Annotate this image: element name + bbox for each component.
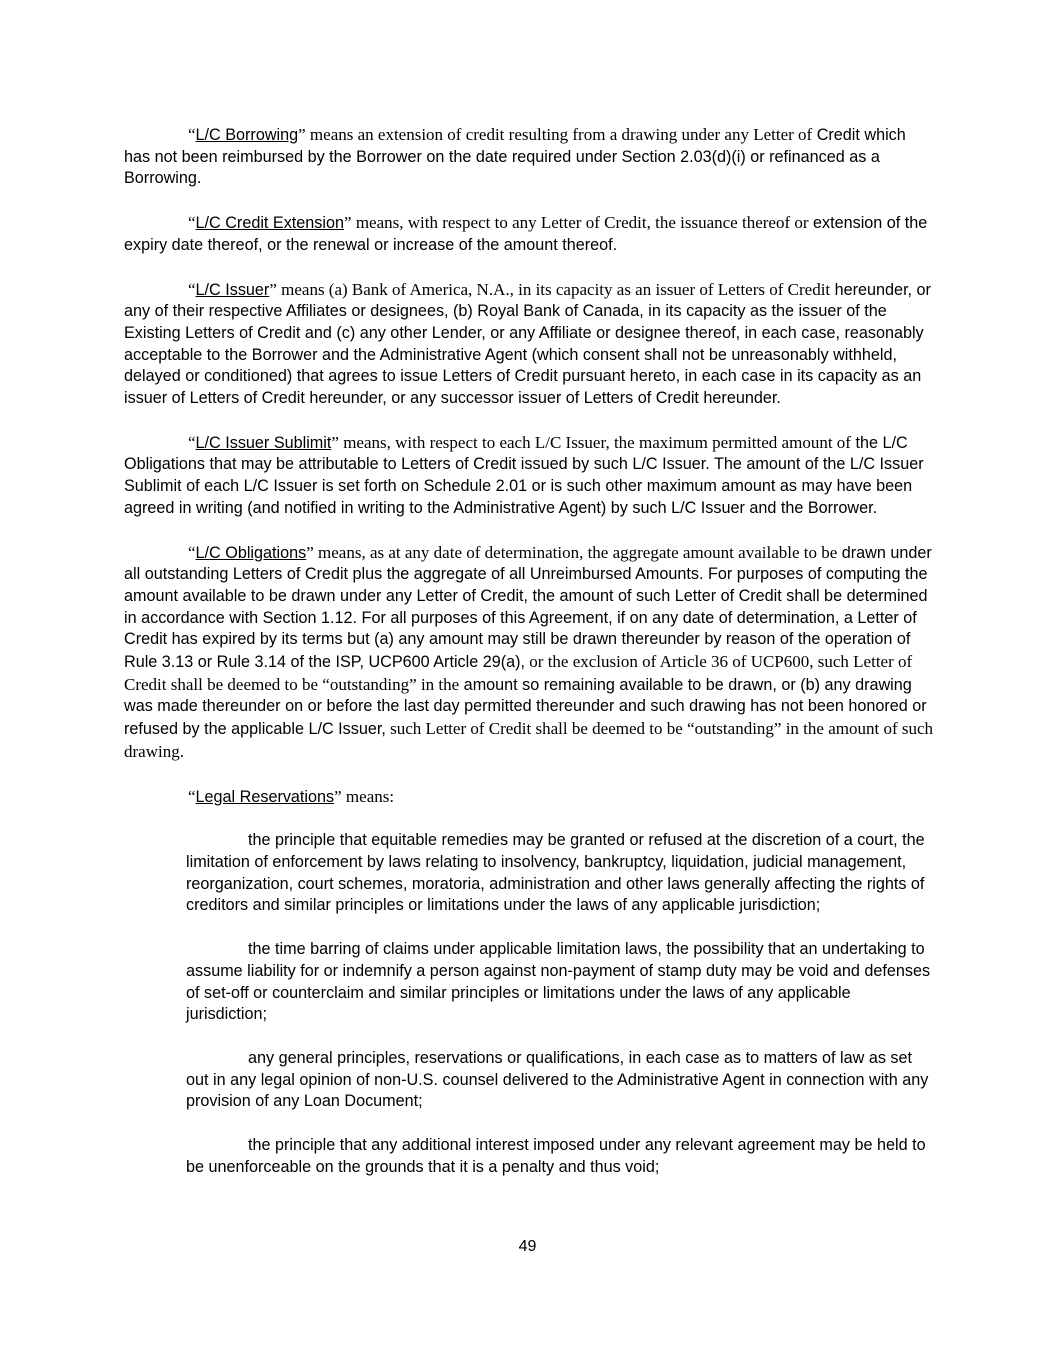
defined-term: L/C Obligations xyxy=(195,543,307,562)
close-quote: ” xyxy=(269,279,277,299)
defined-term: L/C Credit Extension xyxy=(195,214,345,233)
defined-term: L/C Issuer xyxy=(195,280,270,299)
open-quote: “ xyxy=(188,432,196,452)
legal-reservation-item: any general principles, reservations or qualifications, in each case as to matters of law as set out in any legal opinion of non-U.S. counsel delivered to the Administrative Agent in connection with any provision of any Loan Document; xyxy=(186,1048,929,1111)
close-quote: ” xyxy=(298,125,306,144)
open-quote: “ xyxy=(188,542,196,562)
defined-term: L/C Borrowing xyxy=(195,126,299,144)
definition-text-serif: means, with respect to each L/C Issuer, the maximum permitted amount of xyxy=(338,432,851,452)
definition-text: drawn under all outstanding Letters of Credit plus the aggregate of all Unreimbursed Amounts. For purposes of computing the amount available to be drawn under any Letter of Credit, the amount of such Letter of Credit shall be determined in accordance with Section 1.12. For all purposes of this Agreement, if on any date of determination, a Letter of Credit has expired by its terms but (a) any amount may still be drawn thereunder by reason of the operation of Rule 3.13 or Rule 3.14 of the ISP, UCP600 Article 29(a), xyxy=(124,543,932,672)
definition-text: the L/C Obligations that may be attributable to Letters of Credit issued by such L/C Issuer. The amount of the L/C Issuer Sublimit of each L/C Issuer is set forth on Schedule 2.01 or is such other maximum amount as may have been agreed in writing (and notified in writing to the Administrative Agent) by such L/C Issuer and the Borrower. xyxy=(124,433,924,517)
definition-text: Credit which has not been reimbursed by the Borrower on the date required under Section 2.03(d)(i) or refinanced as a Borrowing. xyxy=(124,126,906,188)
legal-reservation-item: the time barring of claims under applicable limitation laws, the possibility that an undertaking to assume liability for or indemnify a person against non-payment of stamp duty may be void and defenses of set-off or counterclaim and similar principles or limitations under the laws of any applicable jurisdiction; xyxy=(186,940,931,1024)
definition-text: hereunder, or any of their respective Affiliates or designees, (b) Royal Bank of Canada, in its capacity as the issuer of the Existing Letters of Credit and (c) any other Lender, or any Affiliate or designee thereof, in each case, reasonably acceptable to the Borrower and the Administrative Agent (which consent shall not be unreasonably withheld, delayed or conditioned) that agrees to issue Letters of Credit pursuant hereto, in each case in its capacity as an issuer of Letters of Credit hereunder, or any successor issuer of Letters of Credit hereunder. xyxy=(124,280,931,408)
definition-text-serif: means, as at any date of determination, the aggregate amount available to be xyxy=(313,542,838,562)
definition-lc-borrowing xyxy=(124,124,934,190)
definition-text-serif: such Letter of Credit shall be deemed to be “outstanding” in the amount of such drawing. xyxy=(124,719,934,761)
definition-text-serif: means, with respect to any Letter of Credit, the issuance thereof or xyxy=(351,213,809,233)
definition-lc-issuer-sublimit xyxy=(124,432,934,520)
page-number: 49 xyxy=(518,1238,537,1255)
definition-text: amount so remaining available to be drawn, or (b) any drawing was made thereunder on or before the last day permitted thereunder and such drawing has not been honored or refused by the applicable L/C Issuer, xyxy=(124,675,927,739)
close-quote: ” xyxy=(344,213,352,233)
definition-lc-credit-extension xyxy=(124,212,934,256)
open-quote: “ xyxy=(188,279,196,299)
defined-term: L/C Issuer Sublimit xyxy=(195,433,332,452)
definition-lc-obligations xyxy=(124,542,934,764)
definition-text-serif: or the exclusion of Article 36 of UCP600, such Letter of Credit shall be deemed to be “outstanding” in the xyxy=(124,652,913,694)
definition-text-serif: means: xyxy=(341,786,395,806)
definition-text-serif: means (a) Bank of America, N.A., in its capacity as an issuer of Letters of Credit xyxy=(276,279,831,299)
definition-text-serif: means an extension of credit resulting from a drawing under any Letter of xyxy=(305,125,813,144)
page-content xyxy=(124,124,934,1200)
open-quote: “ xyxy=(188,786,196,806)
legal-reservation-item: the principle that equitable remedies may be granted or refused at the discretion of a court, the limitation of enforcement by laws relating to insolvency, bankruptcy, liquidation, judicial management, reorganization, court schemes, moratoria, administration and other laws generally affecting the rights of creditors and similar principles or limitations under the laws of any applicable jurisdiction; xyxy=(186,831,925,915)
close-quote: ” xyxy=(331,432,339,452)
defined-term: Legal Reservations xyxy=(195,787,335,806)
definition-legal-reservations xyxy=(124,786,934,809)
definition-lc-issuer xyxy=(124,279,934,410)
close-quote: ” xyxy=(306,542,314,562)
definition-text: extension of the expiry date thereof, or the renewal or increase of the amount thereof. xyxy=(124,214,928,254)
close-quote: ” xyxy=(334,786,342,806)
legal-reservation-item: the principle that any additional interest imposed under any relevant agreement may be held to be unenforceable on the grounds that it is a penalty and thus void; xyxy=(186,1136,926,1176)
open-quote: “ xyxy=(188,213,196,233)
open-quote: “ xyxy=(188,125,196,144)
